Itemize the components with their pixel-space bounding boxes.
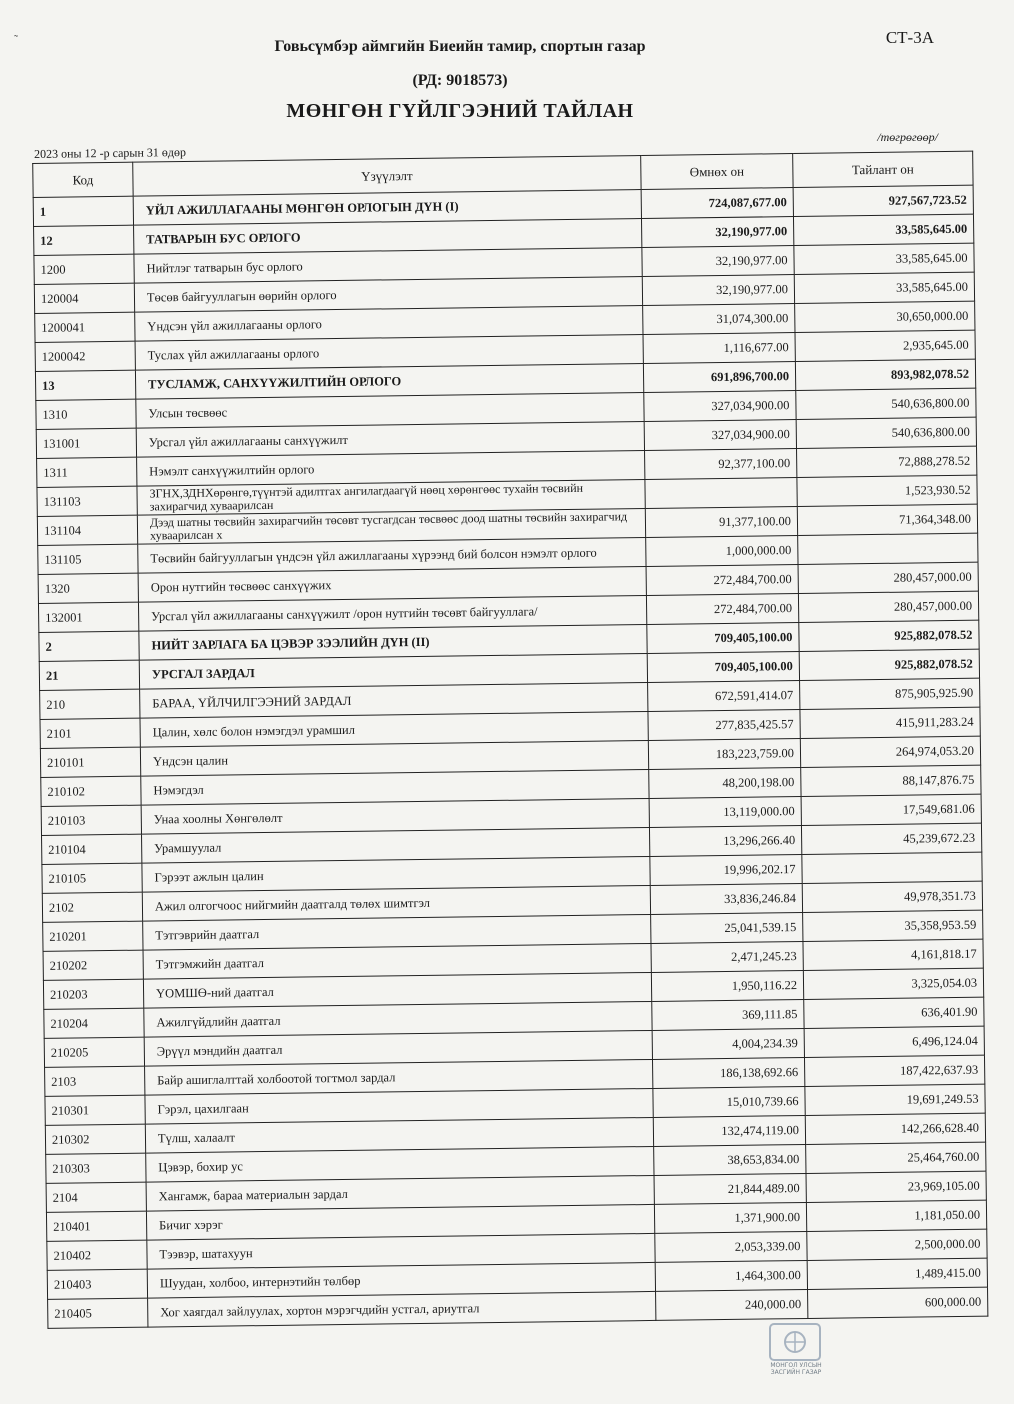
government-emblem-text: МОНГОЛ УЛСЫН ЗАСГИЙН ГАЗАР: [770, 1362, 822, 1376]
row-previous-year-cell: 132,474,119.00: [653, 1115, 805, 1146]
row-previous-year-cell: 19,996,202.17: [650, 854, 802, 885]
row-indicator-cell: Цалин, хөлс болон нэмэгдэл урамшил: [140, 711, 648, 747]
row-previous-year-cell: 272,484,700.00: [646, 565, 798, 596]
row-code-cell: 131104: [37, 515, 137, 545]
row-previous-year-cell: 13,119,000.00: [649, 796, 801, 827]
row-previous-year-cell: 724,087,677.00: [641, 188, 793, 219]
row-indicator-cell: Гэрээт ажлын цалин: [142, 856, 650, 892]
row-report-year-cell: 49,978,351.73: [802, 881, 982, 912]
row-previous-year-cell: 48,200,198.00: [649, 767, 801, 798]
organization-name: Говьсүмбэр аймгийн Биеийн тамир, спортын газар: [274, 38, 646, 55]
row-report-year-cell: 540,636,800.00: [796, 388, 976, 419]
row-indicator-cell: Нэмэгдэл: [141, 769, 649, 805]
row-indicator-cell: Дээд шатны төсвийн захирагчийн төсөвт тусгагдсан төсвөөс доод шатны төсвийн захирагчид хуваарилсан х: [137, 509, 645, 545]
row-indicator-cell: Хог хаягдал зайлуулах, хортон мэрэгчдийн устгал, ариутгал: [148, 1291, 656, 1327]
row-code-cell: 210301: [45, 1095, 145, 1125]
row-indicator-cell: Цэвэр, бохир ус: [146, 1146, 654, 1182]
row-previous-year-cell: 13,296,266.40: [649, 825, 801, 856]
row-previous-year-cell: 92,377,100.00: [645, 449, 797, 480]
row-previous-year-cell: 1,116,677.00: [643, 333, 795, 364]
row-report-year-cell: 1,181,050.00: [806, 1200, 986, 1231]
row-previous-year-cell: 25,041,539.15: [651, 912, 803, 943]
row-previous-year-cell: 183,223,759.00: [648, 738, 800, 769]
row-report-year-cell: 33,585,645.00: [794, 243, 974, 274]
scan-mark: ˜: [14, 32, 18, 46]
row-report-year-cell: 1,523,930.52: [797, 475, 977, 506]
row-previous-year-cell: 240,000.00: [656, 1289, 808, 1320]
row-code-cell: 210102: [41, 776, 141, 806]
row-previous-year-cell: 691,896,700.00: [643, 362, 795, 393]
row-code-cell: 12: [34, 225, 134, 255]
row-previous-year-cell: [645, 478, 797, 509]
row-indicator-cell: Эрүүл мэндийн даатгал: [144, 1030, 652, 1066]
registration-number: (РД: 9018573): [412, 72, 508, 89]
row-previous-year-cell: 91,377,100.00: [645, 507, 797, 538]
row-report-year-cell: 2,500,000.00: [807, 1229, 987, 1260]
row-previous-year-cell: 32,190,977.00: [642, 275, 794, 306]
row-code-cell: 120004: [34, 283, 134, 313]
row-code-cell: 2104: [46, 1182, 146, 1212]
column-header-report-year: Тайлант он: [793, 151, 973, 187]
row-report-year-cell: 19,691,249.53: [805, 1084, 985, 1115]
row-indicator-cell: Байр ашиглалттай холбоотой тогтмол зардал: [145, 1059, 653, 1095]
row-code-cell: 21: [39, 660, 139, 690]
row-indicator-cell: Үндсэн үйл ажиллагааны орлого: [135, 306, 643, 342]
row-previous-year-cell: 1,464,300.00: [655, 1260, 807, 1291]
row-code-cell: 210405: [48, 1298, 148, 1328]
row-code-cell: 210205: [44, 1037, 144, 1067]
row-report-year-cell: 6,496,124.04: [804, 1026, 984, 1057]
row-report-year-cell: 30,650,000.00: [795, 301, 975, 332]
row-indicator-cell: УРСГАЛ ЗАРДАЛ: [139, 653, 647, 689]
row-code-cell: 210302: [45, 1124, 145, 1154]
row-report-year-cell: 142,266,628.40: [805, 1113, 985, 1144]
row-report-year-cell: 4,161,818.17: [803, 939, 983, 970]
row-indicator-cell: ҮЙЛ АЖИЛЛАГААНЫ МӨНГӨН ОРЛОГЫН ДҮН (I): [133, 190, 641, 226]
row-code-cell: 2101: [40, 718, 140, 748]
row-report-year-cell: 187,422,637.93: [804, 1055, 984, 1086]
column-header-indicator: Үзүүлэлт: [133, 156, 641, 197]
form-code: СТ-3А: [885, 28, 934, 47]
row-indicator-cell: Тэтгэмжийн даатгал: [143, 943, 651, 979]
row-indicator-cell: Тээвэр, шатахуун: [147, 1233, 655, 1269]
currency-unit: /төгрөгөөр/: [877, 130, 938, 144]
row-previous-year-cell: 186,138,692.66: [652, 1057, 804, 1088]
row-indicator-cell: Тэтгэврийн даатгал: [143, 914, 651, 950]
row-code-cell: 2102: [42, 892, 142, 922]
row-report-year-cell: 1,489,415.00: [807, 1258, 987, 1289]
report-title: МӨНГӨН ГҮЙЛГЭЭНИЙ ТАЙЛАН: [286, 100, 634, 122]
row-code-cell: 210: [40, 689, 140, 719]
row-indicator-cell: Үндсэн цалин: [140, 740, 648, 776]
row-previous-year-cell: 15,010,739.66: [653, 1086, 805, 1117]
row-indicator-cell: Нэмэлт санхүүжилтийн орлого: [137, 451, 645, 487]
row-indicator-cell: Улсын төсвөөс: [136, 393, 644, 429]
row-report-year-cell: 925,882,078.52: [799, 620, 979, 651]
row-report-year-cell: 45,239,672.23: [801, 823, 981, 854]
row-previous-year-cell: 21,844,489.00: [654, 1173, 806, 1204]
row-previous-year-cell: 327,034,900.00: [644, 391, 796, 422]
row-indicator-cell: Нийтлэг татварын бус орлого: [134, 248, 642, 284]
row-report-year-cell: 600,000.00: [808, 1287, 988, 1318]
row-indicator-cell: Урсгал үйл ажиллагааны санхүүжилт /орон нутгийн төсөвт байгууллага/: [138, 595, 646, 631]
row-code-cell: 132001: [38, 602, 138, 632]
row-report-year-cell: 636,401.90: [804, 997, 984, 1028]
row-code-cell: 2: [39, 631, 139, 661]
row-previous-year-cell: 277,835,425.57: [648, 709, 800, 740]
row-code-cell: 1: [33, 196, 133, 226]
row-code-cell: 210303: [46, 1153, 146, 1183]
row-previous-year-cell: 1,000,000.00: [646, 536, 798, 567]
row-report-year-cell: 893,982,078.52: [795, 359, 975, 390]
row-code-cell: 131105: [38, 544, 138, 574]
row-indicator-cell: Хангамж, бараа материалын зардал: [146, 1175, 654, 1211]
row-indicator-cell: НИЙТ ЗАРЛАГА БА ЦЭВЭР ЗЭЭЛИЙН ДҮН (II): [139, 624, 647, 660]
row-previous-year-cell: 709,405,100.00: [647, 652, 799, 683]
row-previous-year-cell: 2,053,339.00: [655, 1231, 807, 1262]
row-indicator-cell: Ажил олгогчоос нийгмийн даатгалд төлөх шимтгэл: [142, 885, 650, 921]
row-indicator-cell: Ажилгүйдлийн даатгал: [144, 1001, 652, 1037]
row-indicator-cell: Туслах үйл ажиллагааны орлого: [135, 335, 643, 371]
row-code-cell: 210203: [43, 979, 143, 1009]
row-previous-year-cell: 327,034,900.00: [644, 420, 796, 451]
row-previous-year-cell: 2,471,245.23: [651, 941, 803, 972]
row-previous-year-cell: 32,190,977.00: [641, 217, 793, 248]
row-code-cell: 131001: [36, 428, 136, 458]
row-indicator-cell: Урамшуулал: [142, 827, 650, 863]
column-header-previous-year: Өмнөх он: [641, 154, 793, 190]
row-report-year-cell: 23,969,105.00: [806, 1171, 986, 1202]
row-report-year-cell: 280,457,000.00: [798, 562, 978, 593]
row-previous-year-cell: 672,591,414.07: [648, 680, 800, 711]
row-indicator-cell: Төсөв байгууллагын өөрийн орлого: [134, 277, 642, 313]
table-body: [33, 185, 988, 1328]
row-code-cell: 13: [35, 370, 135, 400]
row-indicator-cell: Шуудан, холбоо, интернэтийн төлбөр: [147, 1262, 655, 1298]
row-code-cell: 1200042: [35, 341, 135, 371]
row-previous-year-cell: 32,190,977.00: [642, 246, 794, 277]
row-report-year-cell: 280,457,000.00: [798, 591, 978, 622]
row-previous-year-cell: 1,950,116.22: [651, 970, 803, 1001]
row-report-year-cell: [802, 852, 982, 883]
row-previous-year-cell: 369,111.85: [652, 999, 804, 1030]
report-date: 2023 оны 12 -р сарын 31 өдөр: [33, 144, 187, 161]
row-previous-year-cell: 31,074,300.00: [643, 304, 795, 335]
row-indicator-cell: ҮОМШӨ-ний даатгал: [143, 972, 651, 1008]
row-report-year-cell: 72,888,278.52: [797, 446, 977, 477]
row-report-year-cell: 2,935,645.00: [795, 330, 975, 361]
row-code-cell: 1320: [38, 573, 138, 603]
row-report-year-cell: 25,464,760.00: [806, 1142, 986, 1173]
cash-flow-table: [32, 151, 988, 1329]
row-indicator-cell: ЗГНХ,ЗДНХөрөнгө,түүнтэй адилтгах ангилагдаагүй нөөц хөрөнгөөс тухайн төсвийн захирагчид хуваарилсан: [137, 480, 645, 516]
row-indicator-cell: ТУСЛАМЖ, САНХҮҮЖИЛТИЙН ОРЛОГО: [135, 364, 643, 400]
row-code-cell: 1310: [36, 399, 136, 429]
row-code-cell: 210202: [43, 950, 143, 980]
row-previous-year-cell: 709,405,100.00: [647, 623, 799, 654]
row-code-cell: 210204: [44, 1008, 144, 1038]
row-report-year-cell: 540,636,800.00: [796, 417, 976, 448]
row-report-year-cell: 3,325,054.03: [803, 968, 983, 999]
row-indicator-cell: Урсгал үйл ажиллагааны санхүүжилт: [136, 422, 644, 458]
row-code-cell: 1311: [37, 457, 137, 487]
row-code-cell: 210401: [46, 1211, 146, 1241]
column-header-code: Код: [33, 162, 133, 197]
row-indicator-cell: Гэрэл, цахилгаан: [145, 1088, 653, 1124]
row-code-cell: 210403: [47, 1269, 147, 1299]
row-code-cell: 210101: [40, 747, 140, 777]
row-report-year-cell: 33,585,645.00: [793, 214, 973, 245]
row-code-cell: 1200: [34, 254, 134, 284]
row-report-year-cell: 927,567,723.52: [793, 185, 973, 216]
row-previous-year-cell: 1,371,900.00: [654, 1202, 806, 1233]
row-previous-year-cell: 4,004,234.39: [652, 1028, 804, 1059]
row-report-year-cell: 71,364,348.00: [797, 504, 977, 535]
row-code-cell: 210104: [42, 834, 142, 864]
row-indicator-cell: Бичиг хэрэг: [146, 1204, 654, 1240]
row-indicator-cell: ТАТВАРЫН БУС ОРЛОГО: [134, 219, 642, 255]
row-report-year-cell: [798, 533, 978, 564]
row-report-year-cell: 35,358,953.59: [803, 910, 983, 941]
row-code-cell: 131103: [37, 486, 137, 516]
row-code-cell: 210103: [41, 805, 141, 835]
row-report-year-cell: 415,911,283.24: [800, 707, 980, 738]
row-indicator-cell: Түлш, халаалт: [145, 1117, 653, 1153]
row-code-cell: 210402: [47, 1240, 147, 1270]
row-previous-year-cell: 38,653,834.00: [654, 1144, 806, 1175]
row-code-cell: 210201: [43, 921, 143, 951]
row-code-cell: 1200041: [35, 312, 135, 342]
row-code-cell: 210105: [42, 863, 142, 893]
row-indicator-cell: Орон нутгийн төсвөөс санхүүжих: [138, 566, 646, 602]
row-report-year-cell: 17,549,681.06: [801, 794, 981, 825]
row-indicator-cell: Төсвийн байгууллагын үндсэн үйл ажиллагааны хүрээнд бий болсон нэмэлт орлого: [138, 538, 646, 574]
row-indicator-cell: БАРАА, ҮЙЛЧИЛГЭЭНИЙ ЗАРДАЛ: [140, 682, 648, 718]
row-indicator-cell: Унаа хоолны Хөнгөлөлт: [141, 798, 649, 834]
row-report-year-cell: 88,147,876.75: [801, 765, 981, 796]
row-code-cell: 2103: [45, 1066, 145, 1096]
row-previous-year-cell: 33,836,246.84: [650, 883, 802, 914]
row-previous-year-cell: 272,484,700.00: [646, 594, 798, 625]
row-report-year-cell: 264,974,053.20: [800, 736, 980, 767]
row-report-year-cell: 875,905,925.90: [800, 678, 980, 709]
row-report-year-cell: 925,882,078.52: [799, 649, 979, 680]
report-table-wrapper: [32, 135, 987, 1329]
row-report-year-cell: 33,585,645.00: [794, 272, 974, 303]
